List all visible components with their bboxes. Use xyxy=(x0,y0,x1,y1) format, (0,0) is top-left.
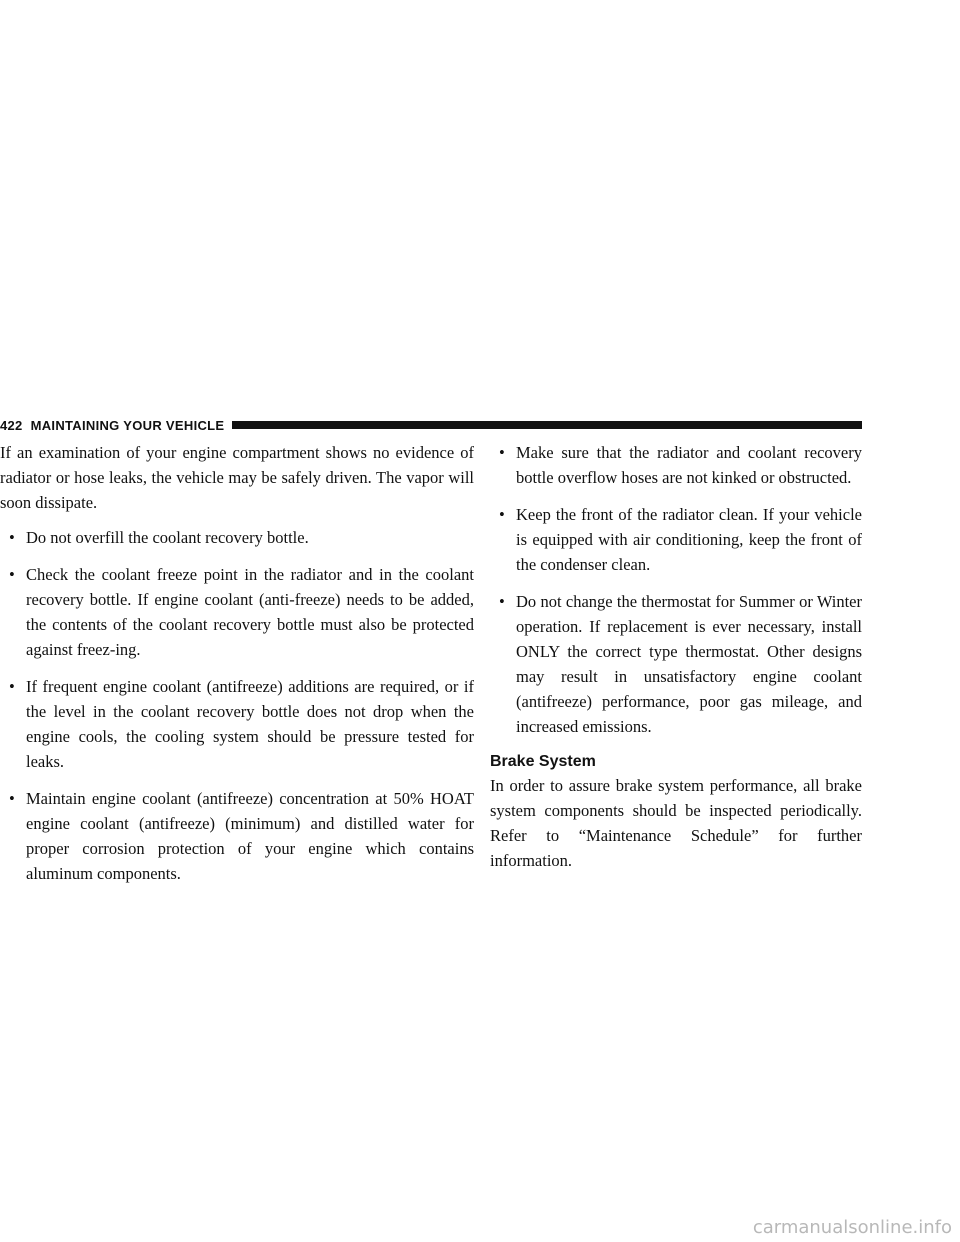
list-item xyxy=(0,674,474,774)
list-item-text: Keep the front of the radiator clean. If your vehicle is equipped with air conditioning, keep the front of the condenser clean. xyxy=(516,505,862,574)
list-item-text: If frequent engine coolant (antifreeze) additions are required, or if the level in the coolant recovery bottle does not drop when the engine cools, the cooling system should be pressure tested for leaks. xyxy=(26,677,474,771)
list-item-text: Do not overfill the coolant recovery bottle. xyxy=(26,528,309,547)
section-heading: Brake System xyxy=(490,753,596,770)
watermark: carmanualsonline.info xyxy=(752,1217,952,1238)
bullet-icon: • xyxy=(9,528,15,547)
list-item xyxy=(490,440,862,490)
list-item xyxy=(490,589,862,739)
list-item xyxy=(490,502,862,577)
right-column xyxy=(490,440,862,883)
list-item xyxy=(0,525,474,550)
intro-paragraph: If an examination of your engine compartment shows no evidence of radiator or hose leaks, the vehicle may be safely driven. The vapor will soon dissipate. xyxy=(0,443,474,512)
page-header xyxy=(0,414,862,436)
left-bullet-list xyxy=(0,525,474,886)
bullet-icon: • xyxy=(499,443,505,462)
right-bullet-list xyxy=(490,440,862,739)
page-number: 422 xyxy=(0,417,23,433)
bullet-icon: • xyxy=(499,505,505,524)
list-item xyxy=(0,562,474,662)
left-column xyxy=(0,440,474,898)
brake-system-paragraph: In order to assure brake system performance, all brake system components should be inspected periodically. Refer to “Maintenance Schedule” for further information. xyxy=(490,776,862,870)
bullet-icon: • xyxy=(9,789,15,808)
header-rule xyxy=(232,421,862,429)
list-item-text: Maintain engine coolant (antifreeze) concentration at 50% HOAT engine coolant (antifreeze) (minimum) and distilled water for proper corrosion protection of your engine which contains aluminum components. xyxy=(26,789,474,883)
list-item-text: Check the coolant freeze point in the radiator and in the coolant recovery bottle. If engine coolant (anti-freeze) needs to be added, the contents of the coolant recovery bottle must also be protected against freez-ing. xyxy=(26,565,474,659)
bullet-icon: • xyxy=(499,592,505,611)
bullet-icon: • xyxy=(9,677,15,696)
list-item xyxy=(0,786,474,886)
bullet-icon: • xyxy=(9,565,15,584)
list-item-text: Make sure that the radiator and coolant recovery bottle overflow hoses are not kinked or obstructed. xyxy=(516,443,862,487)
list-item-text: Do not change the thermostat for Summer or Winter operation. If replacement is ever necessary, install ONLY the correct type thermostat. Other designs may result in unsatisfactory engine coolant (antifreeze) performance, poor gas mileage, and increased emissions. xyxy=(516,592,862,736)
section-title: MAINTAINING YOUR VEHICLE xyxy=(30,417,225,433)
